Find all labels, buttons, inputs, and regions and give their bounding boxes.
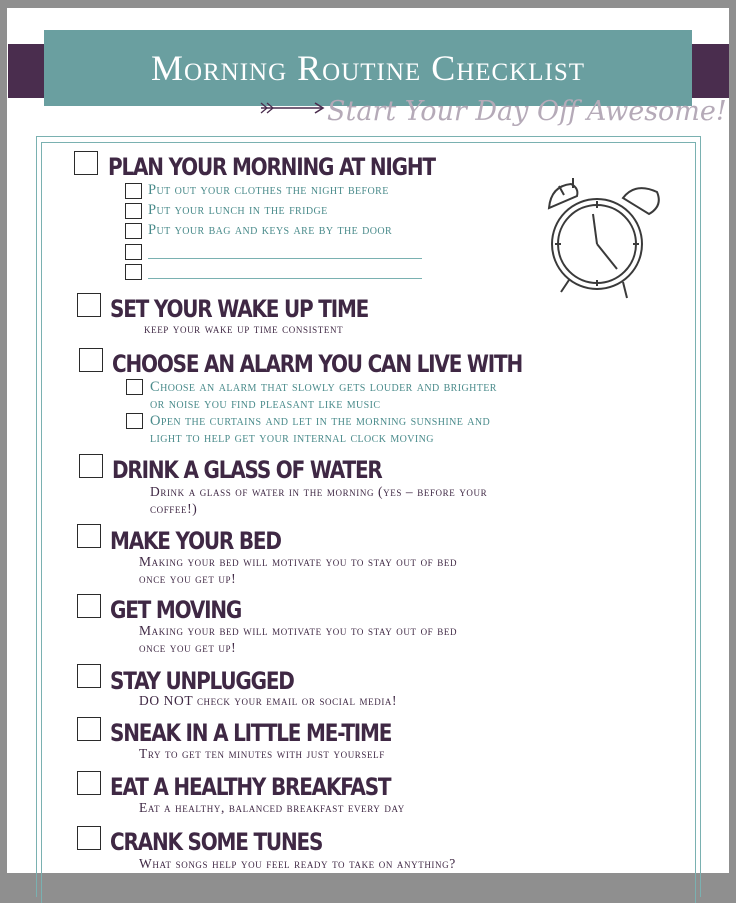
- checkbox-wake-time[interactable]: [77, 293, 101, 317]
- checkbox-plan-morning[interactable]: [74, 151, 98, 175]
- subitem-curtains: Open the curtains and let in the morning sunshine and: [150, 413, 491, 429]
- description-unplugged: DO NOT check your email or social media!: [139, 693, 398, 708]
- checkbox-curtains[interactable]: [126, 413, 143, 429]
- page-subtitle: Start Your Day Off Awesome!: [327, 96, 727, 127]
- blank-line-1[interactable]: [148, 258, 422, 259]
- description-me-time: Try to get ten minutes with just yourself: [139, 746, 385, 761]
- checkbox-moving[interactable]: [77, 594, 101, 618]
- checkbox-me-time[interactable]: [77, 717, 101, 741]
- alarm-clock-icon: [539, 168, 679, 313]
- heading-wake-time: SET YOUR WAKE UP TIME: [110, 294, 369, 324]
- checkbox-tunes[interactable]: [77, 826, 101, 850]
- subitem-curtains-cont: light to help get your internal clock moving: [150, 430, 434, 446]
- subitem-clothes: Put out your clothes the night before: [148, 182, 389, 198]
- checkbox-alarm-louder[interactable]: [126, 379, 143, 395]
- arrow-icon: [257, 101, 327, 115]
- description-moving: Making your bed will motivate you to stay out of bed: [139, 623, 458, 638]
- description-bed-cont: once you get up!: [139, 571, 237, 586]
- checkbox-bed[interactable]: [77, 524, 101, 548]
- checkbox-bag-keys[interactable]: [125, 223, 142, 239]
- subitem-alarm-louder-cont: or noise you find pleasant like music: [150, 396, 381, 412]
- heading-water: DRINK A GLASS OF WATER: [112, 455, 382, 485]
- title-banner: [44, 30, 692, 106]
- checkbox-blank-1[interactable]: [125, 244, 142, 260]
- checkbox-lunch[interactable]: [125, 203, 142, 219]
- checkbox-clothes[interactable]: [125, 183, 142, 199]
- subitem-bag-keys: Put your bag and keys are by the door: [148, 222, 393, 238]
- description-breakfast: Eat a healthy, balanced breakfast every day: [139, 800, 405, 815]
- heading-bed: MAKE YOUR BED: [110, 526, 281, 556]
- checklist-page: [7, 8, 729, 873]
- heading-me-time: SNEAK IN A LITTLE ME-TIME: [110, 718, 392, 748]
- checkbox-breakfast[interactable]: [77, 771, 101, 795]
- description-water: Drink a glass of water in the morning (yes – before your: [150, 484, 488, 499]
- heading-alarm: CHOOSE AN ALARM YOU CAN LIVE WITH: [112, 349, 522, 379]
- subitem-lunch: Put your lunch in the fridge: [148, 202, 328, 218]
- checkbox-alarm[interactable]: [79, 348, 103, 372]
- description-bed: Making your bed will motivate you to stay out of bed: [139, 554, 458, 569]
- checkbox-unplugged[interactable]: [77, 664, 101, 688]
- heading-tunes: CRANK SOME TUNES: [110, 827, 323, 857]
- description-wake-time: keep your wake up time consistent: [144, 321, 344, 336]
- heading-plan-morning: PLAN YOUR MORNING AT NIGHT: [108, 152, 435, 182]
- checkbox-water[interactable]: [79, 454, 103, 478]
- description-moving-cont: once you get up!: [139, 640, 237, 655]
- blank-line-2[interactable]: [148, 278, 422, 279]
- description-tunes: What songs help you feel ready to take on anything?: [139, 856, 456, 871]
- description-water-cont: coffee!): [150, 501, 198, 516]
- checkbox-blank-2[interactable]: [125, 264, 142, 280]
- heading-moving: GET MOVING: [110, 595, 242, 625]
- page-title: Morning Routine Checklist: [150, 48, 586, 88]
- heading-unplugged: STAY UNPLUGGED: [110, 666, 294, 696]
- subitem-alarm-louder: Choose an alarm that slowly gets louder and brighter: [150, 379, 497, 395]
- heading-breakfast: EAT A HEALTHY BREAKFAST: [110, 772, 391, 802]
